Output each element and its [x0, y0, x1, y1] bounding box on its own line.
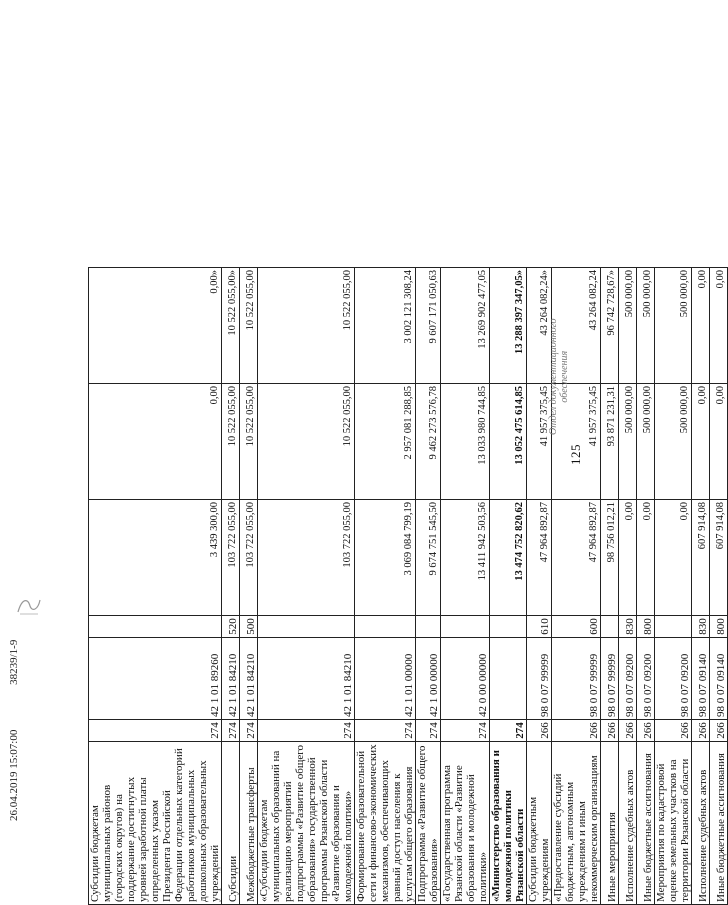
table-row: [710, 268, 728, 905]
table-row: [692, 268, 710, 905]
row-target-code-cell: [490, 638, 527, 720]
row-name-cell: Формирование образовательной сети и финансово-экономических механизмов, обеспечивающих равный доступ населения к услугам общего образования: [355, 742, 416, 905]
department-stamp: [548, 318, 570, 435]
row-amount-2021-cell: 96 742 728,67»: [601, 268, 619, 384]
row-amount-2020-cell: 41 957 375,45: [552, 384, 601, 500]
row-target-code-cell: 98 0 07 09200: [619, 638, 637, 720]
row-expense-type-cell: [89, 616, 222, 638]
row-name-cell: Исполнение судебных актов: [692, 742, 710, 905]
row-amount-2019-cell: 47 964 892,87: [552, 500, 601, 616]
row-amount-2020-cell: 13 052 475 614,85: [490, 384, 527, 500]
row-amount-2021-cell: 0,00: [710, 268, 728, 384]
row-target-code-cell: 98 0 07 09140: [692, 638, 710, 720]
row-amount-2019-cell: 9 674 751 545,50: [416, 500, 441, 616]
row-amount-2019-cell: 13 474 752 820,62: [490, 500, 527, 616]
row-amount-2019-cell: 103 722 055,00: [258, 500, 355, 616]
row-expense-type-cell: [490, 616, 527, 638]
row-amount-2020-cell: 500 000,00: [637, 384, 655, 500]
row-expense-type-cell: [258, 616, 355, 638]
row-amount-2020-cell: 9 462 273 576,78: [416, 384, 441, 500]
row-amount-2021-cell: 10 522 055,00»: [222, 268, 240, 384]
row-amount-2020-cell: 10 522 055,00: [258, 384, 355, 500]
row-amount-2019-cell: 607 914,08: [692, 500, 710, 616]
row-name-cell: Субсидии бюджетным учреждениям: [527, 742, 552, 905]
row-target-code-cell: 42 1 01 84210: [222, 638, 240, 720]
footer-doc-number: 38239/1-9: [8, 639, 20, 685]
row-department-code-cell: 274: [258, 720, 355, 742]
row-target-code-cell: 98 0 07 99999: [601, 638, 619, 720]
row-expense-type-cell: 610: [527, 616, 552, 638]
row-expense-type-cell: 800: [710, 616, 728, 638]
row-expense-type-cell: 800: [637, 616, 655, 638]
row-amount-2020-cell: 93 871 231,31: [601, 384, 619, 500]
row-amount-2020-cell: 500 000,00: [655, 384, 692, 500]
row-department-code-cell: 274: [222, 720, 240, 742]
table-row: [490, 268, 527, 905]
row-amount-2019-cell: 607 914,08: [710, 500, 728, 616]
stamp-line-2: обеспечения: [559, 350, 570, 403]
row-department-code-cell: 266: [692, 720, 710, 742]
table-row: [655, 268, 692, 905]
row-amount-2020-cell: 41 957 375,45: [527, 384, 552, 500]
row-target-code-cell: 42 1 01 00000: [355, 638, 416, 720]
table-row: [355, 268, 416, 905]
row-department-code-cell: 274: [240, 720, 258, 742]
table-row: [240, 268, 258, 905]
table-row: [441, 268, 490, 905]
row-amount-2020-cell: 2 957 081 288,85: [355, 384, 416, 500]
row-department-code-cell: 266: [710, 720, 728, 742]
row-target-code-cell: 42 1 00 00000: [416, 638, 441, 720]
row-amount-2019-cell: 0,00: [619, 500, 637, 616]
row-amount-2021-cell: 10 522 055,00: [258, 268, 355, 384]
row-name-cell: Субсидии бюджетам муниципальных районов (городских округов) на поддержание достигнутых уровней заработной платы определенных указом Президента Российской Федерации отдельных категорий работников муниципальных дошкольных образовательных учреждений: [89, 742, 222, 905]
row-expense-type-cell: [355, 616, 416, 638]
row-expense-type-cell: [416, 616, 441, 638]
row-target-code-cell: 98 0 07 99999: [527, 638, 552, 720]
row-department-code-cell: 266: [601, 720, 619, 742]
stamp-line-1: Отдел документационного: [548, 318, 559, 435]
page-number: 125: [568, 444, 583, 465]
row-name-cell: Субсидии: [222, 742, 240, 905]
row-amount-2021-cell: 9 607 171 050,63: [416, 268, 441, 384]
table-row: [258, 268, 355, 905]
row-name-cell: «Государственная программа Рязанской области «Развитие образования и молодежной политики»: [441, 742, 490, 905]
row-amount-2019-cell: 103 722 055,00: [222, 500, 240, 616]
row-target-code-cell: 98 0 07 09200: [637, 638, 655, 720]
row-expense-type-cell: [655, 616, 692, 638]
row-amount-2020-cell: 10 522 055,00: [240, 384, 258, 500]
row-expense-type-cell: 830: [692, 616, 710, 638]
seal-mark-icon: [14, 594, 44, 616]
row-expense-type-cell: 600: [552, 616, 601, 638]
row-amount-2020-cell: 0,00: [692, 384, 710, 500]
footer-datetime: 26.04.2019 15:07:00: [8, 729, 20, 821]
row-amount-2020-cell: 10 522 055,00: [222, 384, 240, 500]
row-name-cell: Иные бюджетные ассигнования: [637, 742, 655, 905]
row-amount-2021-cell: 13 288 397 347,05»: [490, 268, 527, 384]
row-name-cell: «Министерство образования и молодежной политики Рязанской области: [490, 742, 527, 905]
row-name-cell: Мероприятия по кадастровой оценке земельных участков на территории Рязанской области: [655, 742, 692, 905]
row-department-code-cell: 274: [490, 720, 527, 742]
row-name-cell: Исполнение судебных актов: [619, 742, 637, 905]
table-row: [601, 268, 619, 905]
row-amount-2019-cell: 98 756 012,21: [601, 500, 619, 616]
row-target-code-cell: 42 1 01 84210: [240, 638, 258, 720]
row-expense-type-cell: 520: [222, 616, 240, 638]
row-amount-2019-cell: 13 411 942 503,56: [441, 500, 490, 616]
row-amount-2021-cell: 0,00»: [89, 268, 222, 384]
table-row: [89, 268, 222, 905]
row-amount-2020-cell: 0,00: [710, 384, 728, 500]
row-expense-type-cell: [441, 616, 490, 638]
row-amount-2019-cell: 0,00: [655, 500, 692, 616]
row-amount-2020-cell: 13 033 980 744,85: [441, 384, 490, 500]
row-name-cell: «Субсидии бюджетам муниципальных образований на реализацию мероприятий подпрограммы «Развитие общего образования» государственной программы Рязанской области «Развитие образования и молодежной политики»: [258, 742, 355, 905]
row-amount-2019-cell: 47 964 892,87: [527, 500, 552, 616]
row-amount-2021-cell: 43 264 082,24»: [527, 268, 552, 384]
table-row: [222, 268, 240, 905]
row-amount-2021-cell: 500 000,00: [637, 268, 655, 384]
budget-table: [88, 267, 728, 905]
row-department-code-cell: 274: [355, 720, 416, 742]
row-department-code-cell: 266: [637, 720, 655, 742]
row-target-code-cell: 98 0 07 09200: [655, 638, 692, 720]
row-amount-2019-cell: 103 722 055,00: [240, 500, 258, 616]
row-department-code-cell: 266: [527, 720, 552, 742]
row-name-cell: «Предоставление субсидий бюджетным, автономным учреждениям и иным некоммерческим организациям: [552, 742, 601, 905]
row-department-code-cell: 274: [416, 720, 441, 742]
row-amount-2021-cell: 10 522 055,00: [240, 268, 258, 384]
row-target-code-cell: 98 0 07 99999: [552, 638, 601, 720]
row-amount-2019-cell: 3 069 084 799,19: [355, 500, 416, 616]
row-department-code-cell: 274: [89, 720, 222, 742]
row-amount-2020-cell: 0,00: [89, 384, 222, 500]
row-target-code-cell: 98 0 07 09140: [710, 638, 728, 720]
row-amount-2021-cell: 500 000,00: [619, 268, 637, 384]
row-target-code-cell: 42 1 01 89260: [89, 638, 222, 720]
row-target-code-cell: 42 0 00 00000: [441, 638, 490, 720]
row-amount-2021-cell: 500 000,00: [655, 268, 692, 384]
budget-table-body: [89, 268, 728, 905]
row-amount-2021-cell: 3 002 121 308,24: [355, 268, 416, 384]
row-amount-2020-cell: 500 000,00: [619, 384, 637, 500]
row-amount-2019-cell: 0,00: [637, 500, 655, 616]
row-target-code-cell: 42 1 01 84210: [258, 638, 355, 720]
row-expense-type-cell: 830: [619, 616, 637, 638]
row-amount-2021-cell: 0,00: [692, 268, 710, 384]
table-row: [416, 268, 441, 905]
row-department-code-cell: 274: [441, 720, 490, 742]
row-expense-type-cell: [601, 616, 619, 638]
row-name-cell: Межбюджетные трансферты: [240, 742, 258, 905]
row-department-code-cell: 266: [655, 720, 692, 742]
row-amount-2021-cell: 43 264 082,24: [552, 268, 601, 384]
row-amount-2021-cell: 13 269 902 477,05: [441, 268, 490, 384]
row-expense-type-cell: 500: [240, 616, 258, 638]
row-name-cell: Иные бюджетные ассигнования: [710, 742, 728, 905]
row-amount-2019-cell: 3 439 300,00: [89, 500, 222, 616]
row-department-code-cell: 266: [552, 720, 601, 742]
row-department-code-cell: 266: [619, 720, 637, 742]
row-name-cell: Иные мероприятия: [601, 742, 619, 905]
row-name-cell: Подпрограмма «Развитие общего образования»: [416, 742, 441, 905]
table-row: [619, 268, 637, 905]
table-row: [637, 268, 655, 905]
